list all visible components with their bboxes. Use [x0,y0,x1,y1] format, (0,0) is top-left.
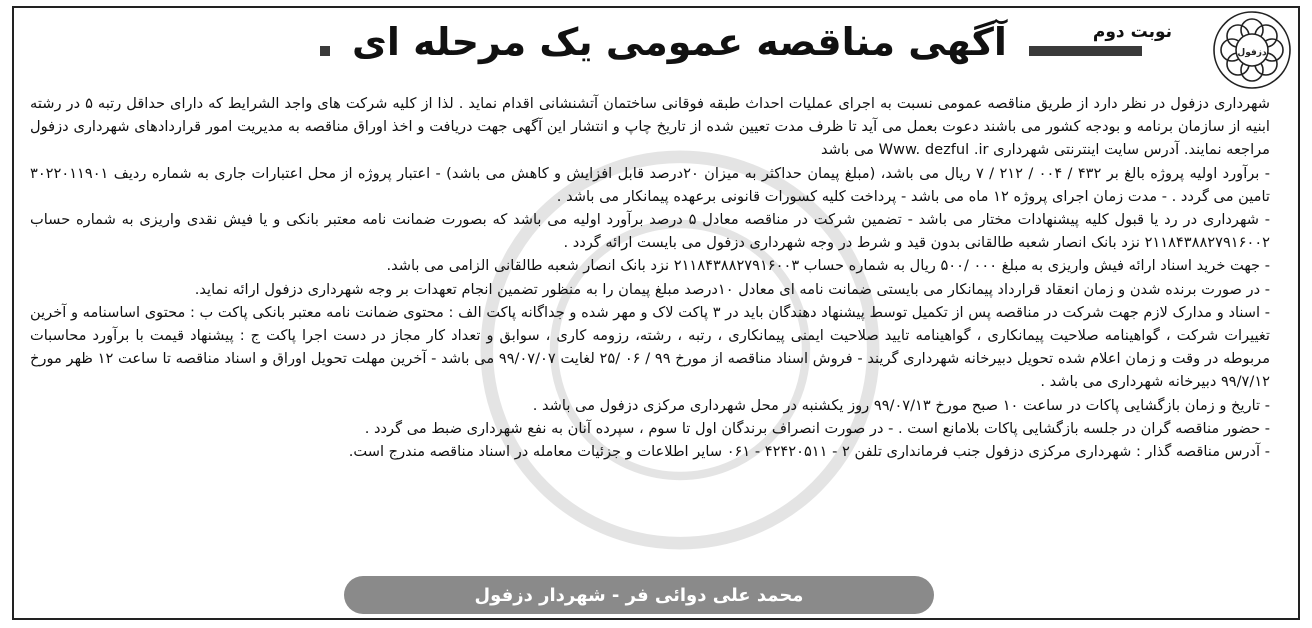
notice-paragraph-envelopes: - اسناد و مدارک لازم جهت شرکت در مناقصه پس از تکمیل توسط پیشنهاد دهندگان باید در ۳ پاکت لاک و مهر شده و جداگانه پاکت الف : محتوی ضمانت نامه معتبر بانکی پاکت ب : محتوی اساسنامه و آخرین تغییرات شرکت ، گواهینامه صلاحیت پیمانکاری ، گواهینامه تایید صلاحیت ایمنی پیمانکاری ، رتبه ، رشته، رزومه کاری ، سوابق و تعداد کار مجاز در دست اجرا پاکت ج : پیشنهاد قیمت با برآورد محاسبات مربوطه در وقت و زمان اعلام شده تحویل دبیرخانه شهرداری گریند - فروش اسناد مناقصه از مورخ ۹۹ / ۰۶ /۲۵ لغایت ۹۹/۰۷/۰۷ می باشد - آخرین مهلت تحویل اوراق و اسناد مناقصه تا ساعت ۱۲ ظهر مورخ ۹۹/۷/۱۲ دبیرخانه شهرداری می باشد . [30,303,1271,391]
notice-paragraph-guarantee: - شهرداری در رد یا قبول کلیه پیشنهادات مختار می باشد - تضمین شرکت در مناقصه معادل ۵ درصد برآورد اولیه می باشد که بصورت ضمانت نامه معتبر بانکی و یا فیش نقدی واریزی به شماره حساب ۲۱۱۸۴۳۸۸۲۷۹۱۶۰۰۲ نزد بانک انصار شعبه طالقانی بدون قید و شرط در وجه شهرداری دزفول می بایست ارائه گردد . [30,211,1270,252]
svg-text:دزفول: دزفول [1237,48,1267,58]
notice-paragraph-estimate: - برآورد اولیه پروژه بالغ بر ۴۳۲ / ۰۰۴ / ۲۱۲ / ۷ ریال می باشد، (مبلغ پیمان حداکثر به میزان ۲۰درصد قابل افزایش و کاهش می باشد) - اعتبار پروژه از محل اعتبارات جاری به شماره ردیف ۳۰۲۲۰۱۱۹۰۱ تامین می گردد . - مدت زمان اجرای پروژه ۱۲ ماه می باشد - پرداخت کلیه کسورات قانونی برعهده پیمانکار می باشد . [30,164,1271,205]
publication-round-label: نوبت دوم [1092,22,1172,42]
notice-paragraph-attendance: - حضور مناقصه گران در جلسه بازگشایی پاکات بلامانع است . - در صورت انصراف برندگان اول تا سوم ، سپرده آنان به نفع شهرداری ضبط می گردد . [364,419,1270,437]
notice-paragraph-intro: شهرداری دزفول در نظر دارد از طریق مناقصه عمومی نسبت به اجرای عملیات احداث طبقه فوقانی ساختمان آتشنشانی اقدام نماید . لذا از کلیه شرکت های واجد الشرایط که دارای حداقل رتبه ۵ در رشته ابنیه از سازمان برنامه و بودجه کشور می باشند دعوت بعمل می آید تا ظرف مدت تعیین شده از تاریخ چاپ و انتشار این آگهی جهت دریافت و اخذ اوراق مناقصه به مدیریت امور قراردادهای شهرداری دزفول مراجعه نمایند. آدرس سایت اینترنتی شهرداری Www. dezful .ir می باشد [30,95,1270,159]
municipality-logo [1210,8,1294,92]
signature-text: محمد علی دوائی فر - شهردار دزفول [474,584,804,606]
notice-body [30,92,1270,463]
notice-paragraph-opening: - تاریخ و زمان بازگشایی پاکات در ساعت ۱۰ صبح مورخ ۹۹/۰۷/۱۳ روز یکشنبه در محل شهرداری مرکزی دزفول می باشد . [532,396,1270,414]
signature-banner [344,576,934,614]
notice-paragraph-contract-guarantee: - در صورت برنده شدن و زمان انعقاد قرارداد پیمانکار می بایستی ضمانت نامه ای معادل ۱۰درصد مبلغ پیمان را به منظور تضمین انجام تعهدات بر وجه شهرداری دزفول ارائه نماید. [194,280,1270,298]
page-title: آگهی مناقصه عمومی یک مرحله ای [330,10,1029,74]
rosette-emblem-icon [1210,8,1294,92]
notice-paragraph-address: - آدرس مناقصه گذار : شهرداری مرکزی دزفول جنب فرمانداری تلفن ۲ - ۴۲۴۲۰۵۱۱ - ۰۶۱ سایر اطلاعات و جزئیات معامله در اسناد مناقصه مندرج است. [348,443,1270,461]
notice-paragraph-documents-fee: - جهت خرید اسناد ارائه فیش واریزی به مبلغ ۰۰۰ /۵۰۰ ریال به شماره حساب ۲۱۱۸۴۳۸۸۲۷۹۱۶۰۰۳ نزد بانک انصار شعبه طالقانی الزامی می باشد. [386,257,1270,275]
